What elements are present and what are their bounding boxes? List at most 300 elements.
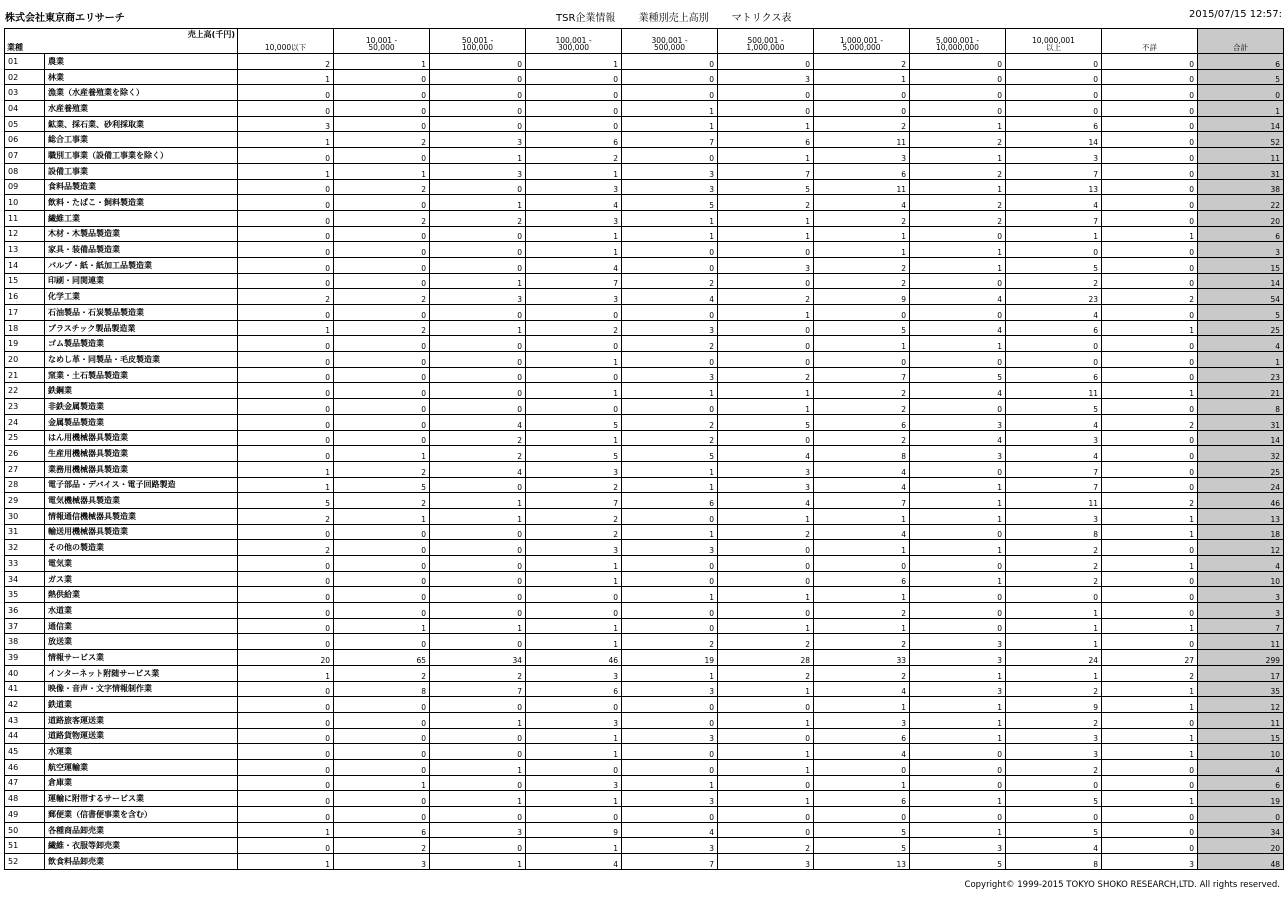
count-cell: 2 bbox=[238, 540, 334, 556]
count-cell: 1 bbox=[334, 446, 430, 462]
count-cell: 0 bbox=[1102, 116, 1198, 132]
industry-name: 熱供給業 bbox=[45, 587, 238, 603]
count-cell: 1 bbox=[238, 854, 334, 870]
count-cell: 2 bbox=[1102, 289, 1198, 305]
count-cell: 0 bbox=[430, 179, 526, 195]
count-cell: 2 bbox=[718, 524, 814, 540]
count-cell: 0 bbox=[430, 524, 526, 540]
count-cell: 0 bbox=[238, 383, 334, 399]
count-cell: 19 bbox=[622, 650, 718, 666]
count-cell: 2 bbox=[622, 634, 718, 650]
table-row bbox=[5, 273, 1284, 289]
count-cell: 0 bbox=[1102, 775, 1198, 791]
count-cell: 0 bbox=[622, 148, 718, 164]
count-cell: 0 bbox=[334, 399, 430, 415]
count-cell: 1 bbox=[910, 179, 1006, 195]
count-cell: 1 bbox=[526, 242, 622, 258]
column-header bbox=[334, 29, 430, 54]
count-cell: 0 bbox=[1102, 352, 1198, 368]
count-cell: 0 bbox=[910, 54, 1006, 70]
count-cell: 4 bbox=[814, 461, 910, 477]
count-cell: 1 bbox=[814, 242, 910, 258]
industry-code: 18 bbox=[5, 320, 45, 336]
count-cell: 0 bbox=[334, 85, 430, 101]
total-cell: 13 bbox=[1198, 508, 1284, 524]
count-cell: 1 bbox=[814, 618, 910, 634]
count-cell: 0 bbox=[430, 383, 526, 399]
industry-code: 50 bbox=[5, 822, 45, 838]
count-cell: 1 bbox=[1102, 508, 1198, 524]
industry-name: 漁業（水産養殖業を除く） bbox=[45, 85, 238, 101]
industry-code: 43 bbox=[5, 712, 45, 728]
count-cell: 0 bbox=[430, 305, 526, 321]
industry-name: 職別工事業（設備工事業を除く） bbox=[45, 148, 238, 164]
count-cell: 2 bbox=[814, 54, 910, 70]
count-cell: 0 bbox=[910, 775, 1006, 791]
total-cell: 3 bbox=[1198, 603, 1284, 619]
count-cell: 1 bbox=[526, 352, 622, 368]
industry-name: 情報サービス業 bbox=[45, 650, 238, 666]
count-cell: 2 bbox=[334, 132, 430, 148]
count-cell: 0 bbox=[430, 697, 526, 713]
total-cell: 19 bbox=[1198, 791, 1284, 807]
count-cell: 4 bbox=[718, 446, 814, 462]
count-cell: 7 bbox=[1006, 163, 1102, 179]
table-row bbox=[5, 759, 1284, 775]
count-cell: 1 bbox=[526, 383, 622, 399]
count-cell: 0 bbox=[910, 101, 1006, 117]
count-cell: 5 bbox=[334, 477, 430, 493]
industry-name: 鉄鋼業 bbox=[45, 383, 238, 399]
column-header bbox=[526, 29, 622, 54]
total-cell: 10 bbox=[1198, 744, 1284, 760]
count-cell: 0 bbox=[622, 744, 718, 760]
count-cell: 4 bbox=[526, 195, 622, 211]
count-cell: 46 bbox=[526, 650, 622, 666]
total-cell: 4 bbox=[1198, 336, 1284, 352]
industry-code: 11 bbox=[5, 210, 45, 226]
count-cell: 4 bbox=[814, 195, 910, 211]
count-cell: 4 bbox=[910, 430, 1006, 446]
count-cell: 6 bbox=[814, 571, 910, 587]
count-cell: 1 bbox=[622, 226, 718, 242]
count-cell: 2 bbox=[718, 195, 814, 211]
count-cell: 0 bbox=[238, 210, 334, 226]
count-cell: 3 bbox=[910, 650, 1006, 666]
count-cell: 6 bbox=[814, 791, 910, 807]
count-cell: 3 bbox=[526, 712, 622, 728]
industry-code: 23 bbox=[5, 399, 45, 415]
count-cell: 1 bbox=[718, 712, 814, 728]
count-cell: 0 bbox=[622, 759, 718, 775]
count-cell: 3 bbox=[622, 367, 718, 383]
count-cell: 0 bbox=[430, 477, 526, 493]
table-row bbox=[5, 697, 1284, 713]
count-cell: 7 bbox=[430, 681, 526, 697]
total-cell: 11 bbox=[1198, 634, 1284, 650]
count-cell: 2 bbox=[526, 524, 622, 540]
count-cell: 1 bbox=[430, 618, 526, 634]
count-cell: 0 bbox=[430, 352, 526, 368]
table-row bbox=[5, 650, 1284, 666]
count-cell: 0 bbox=[238, 775, 334, 791]
count-cell: 1 bbox=[430, 320, 526, 336]
count-cell: 6 bbox=[1006, 320, 1102, 336]
industry-name: 電気業 bbox=[45, 556, 238, 572]
total-cell: 52 bbox=[1198, 132, 1284, 148]
column-header-label: 10,000,001 bbox=[1032, 36, 1075, 45]
count-cell: 0 bbox=[622, 618, 718, 634]
column-header bbox=[814, 29, 910, 54]
count-cell: 1 bbox=[1102, 728, 1198, 744]
column-header bbox=[910, 29, 1006, 54]
count-cell: 3 bbox=[622, 838, 718, 854]
industry-name: 化学工業 bbox=[45, 289, 238, 305]
count-cell: 1 bbox=[814, 226, 910, 242]
count-cell: 5 bbox=[526, 446, 622, 462]
count-cell: 0 bbox=[1102, 210, 1198, 226]
column-header-label: 500,001 - bbox=[747, 36, 784, 45]
column-header-label: 10,000,000 bbox=[936, 43, 979, 52]
count-cell: 2 bbox=[526, 320, 622, 336]
count-cell: 1 bbox=[814, 540, 910, 556]
total-cell: 31 bbox=[1198, 163, 1284, 179]
table-row bbox=[5, 116, 1284, 132]
count-cell: 0 bbox=[238, 712, 334, 728]
count-cell: 1 bbox=[430, 854, 526, 870]
count-cell: 20 bbox=[238, 650, 334, 666]
count-cell: 5 bbox=[910, 854, 1006, 870]
count-cell: 0 bbox=[814, 305, 910, 321]
table-row bbox=[5, 352, 1284, 368]
count-cell: 3 bbox=[814, 712, 910, 728]
count-cell: 0 bbox=[622, 571, 718, 587]
count-cell: 3 bbox=[910, 414, 1006, 430]
count-cell: 24 bbox=[1006, 650, 1102, 666]
count-cell: 3 bbox=[526, 210, 622, 226]
count-cell: 6 bbox=[526, 132, 622, 148]
count-cell: 0 bbox=[1006, 587, 1102, 603]
count-cell: 1 bbox=[910, 822, 1006, 838]
count-cell: 7 bbox=[526, 273, 622, 289]
count-cell: 1 bbox=[718, 759, 814, 775]
count-cell: 1 bbox=[718, 587, 814, 603]
count-cell: 0 bbox=[622, 712, 718, 728]
count-cell: 0 bbox=[1102, 759, 1198, 775]
count-cell: 1 bbox=[430, 148, 526, 164]
count-cell: 0 bbox=[238, 101, 334, 117]
count-cell: 11 bbox=[814, 132, 910, 148]
total-cell: 6 bbox=[1198, 226, 1284, 242]
industry-code: 37 bbox=[5, 618, 45, 634]
total-cell: 31 bbox=[1198, 414, 1284, 430]
industry-code: 28 bbox=[5, 477, 45, 493]
count-cell: 4 bbox=[622, 822, 718, 838]
industry-name: 業務用機械器具製造業 bbox=[45, 461, 238, 477]
count-cell: 1 bbox=[526, 430, 622, 446]
column-header-label: 50,000 bbox=[368, 43, 395, 52]
count-cell: 0 bbox=[334, 148, 430, 164]
industry-name: 鉄道業 bbox=[45, 697, 238, 713]
count-cell: 1 bbox=[718, 116, 814, 132]
count-cell: 0 bbox=[238, 744, 334, 760]
count-cell: 3 bbox=[526, 775, 622, 791]
count-cell: 0 bbox=[1102, 446, 1198, 462]
count-cell: 0 bbox=[1102, 603, 1198, 619]
count-cell: 3 bbox=[430, 132, 526, 148]
industry-name: 農業 bbox=[45, 54, 238, 70]
count-cell: 4 bbox=[814, 744, 910, 760]
total-cell: 46 bbox=[1198, 493, 1284, 509]
table-row bbox=[5, 854, 1284, 870]
table-row bbox=[5, 54, 1284, 70]
count-cell: 1 bbox=[814, 587, 910, 603]
count-cell: 0 bbox=[1102, 163, 1198, 179]
total-cell: 15 bbox=[1198, 728, 1284, 744]
count-cell: 1 bbox=[430, 508, 526, 524]
count-cell: 0 bbox=[718, 822, 814, 838]
total-cell: 18 bbox=[1198, 524, 1284, 540]
count-cell: 2 bbox=[430, 665, 526, 681]
count-cell: 0 bbox=[238, 728, 334, 744]
count-cell: 1 bbox=[910, 116, 1006, 132]
count-cell: 2 bbox=[622, 430, 718, 446]
count-cell: 4 bbox=[718, 493, 814, 509]
count-cell: 0 bbox=[334, 728, 430, 744]
count-cell: 0 bbox=[526, 69, 622, 85]
count-cell: 0 bbox=[238, 524, 334, 540]
table-row bbox=[5, 838, 1284, 854]
count-cell: 0 bbox=[1006, 85, 1102, 101]
count-cell: 0 bbox=[430, 838, 526, 854]
industry-name: ガス業 bbox=[45, 571, 238, 587]
count-cell: 1 bbox=[238, 822, 334, 838]
count-cell: 0 bbox=[334, 273, 430, 289]
table-row bbox=[5, 822, 1284, 838]
count-cell: 0 bbox=[526, 101, 622, 117]
count-cell: 1 bbox=[334, 775, 430, 791]
industry-name: 飲食料品卸売業 bbox=[45, 854, 238, 870]
count-cell: 1 bbox=[526, 571, 622, 587]
count-cell: 0 bbox=[718, 85, 814, 101]
count-cell: 0 bbox=[334, 242, 430, 258]
industry-name: 非鉄金属製造業 bbox=[45, 399, 238, 415]
industry-code: 31 bbox=[5, 524, 45, 540]
industry-name: 石油製品・石炭製品製造業 bbox=[45, 305, 238, 321]
industry-name: 繊維・衣服等卸売業 bbox=[45, 838, 238, 854]
count-cell: 0 bbox=[1102, 132, 1198, 148]
total-cell: 6 bbox=[1198, 54, 1284, 70]
count-cell: 0 bbox=[430, 587, 526, 603]
count-cell: 0 bbox=[526, 305, 622, 321]
count-cell: 1 bbox=[430, 712, 526, 728]
count-cell: 1 bbox=[910, 148, 1006, 164]
count-cell: 3 bbox=[718, 69, 814, 85]
count-cell: 3 bbox=[430, 289, 526, 305]
industry-code: 27 bbox=[5, 461, 45, 477]
count-cell: 5 bbox=[814, 320, 910, 336]
count-cell: 0 bbox=[718, 242, 814, 258]
count-cell: 1 bbox=[526, 556, 622, 572]
table-row bbox=[5, 163, 1284, 179]
count-cell: 0 bbox=[718, 603, 814, 619]
count-cell: 0 bbox=[430, 242, 526, 258]
count-cell: 34 bbox=[430, 650, 526, 666]
count-cell: 0 bbox=[718, 571, 814, 587]
table-row bbox=[5, 524, 1284, 540]
industry-name: 電気機械器具製造業 bbox=[45, 493, 238, 509]
column-header-label: 1,000,000 bbox=[746, 43, 785, 52]
count-cell: 1 bbox=[910, 540, 1006, 556]
count-cell: 3 bbox=[910, 681, 1006, 697]
count-cell: 4 bbox=[1006, 195, 1102, 211]
count-cell: 0 bbox=[1102, 399, 1198, 415]
count-cell: 0 bbox=[1102, 571, 1198, 587]
total-cell: 4 bbox=[1198, 556, 1284, 572]
count-cell: 4 bbox=[1006, 414, 1102, 430]
total-cell: 21 bbox=[1198, 383, 1284, 399]
column-header bbox=[718, 29, 814, 54]
count-cell: 0 bbox=[334, 101, 430, 117]
report-header bbox=[0, 0, 1288, 26]
count-cell: 0 bbox=[1006, 807, 1102, 823]
column-header-label: 500,000 bbox=[653, 43, 685, 52]
industry-name: 倉庫業 bbox=[45, 775, 238, 791]
industry-code: 22 bbox=[5, 383, 45, 399]
count-cell: 0 bbox=[1102, 540, 1198, 556]
count-cell: 0 bbox=[814, 807, 910, 823]
count-cell: 14 bbox=[1006, 132, 1102, 148]
count-cell: 13 bbox=[814, 854, 910, 870]
table-row bbox=[5, 414, 1284, 430]
table-row bbox=[5, 305, 1284, 321]
industry-code: 06 bbox=[5, 132, 45, 148]
report-title-part: 業種別売上高別 bbox=[638, 13, 709, 24]
table-row bbox=[5, 461, 1284, 477]
industry-name: その他の製造業 bbox=[45, 540, 238, 556]
count-cell: 0 bbox=[814, 85, 910, 101]
total-cell: 14 bbox=[1198, 116, 1284, 132]
table-row bbox=[5, 603, 1284, 619]
count-cell: 1 bbox=[1102, 618, 1198, 634]
count-cell: 5 bbox=[718, 179, 814, 195]
count-cell: 0 bbox=[334, 226, 430, 242]
industry-code: 47 bbox=[5, 775, 45, 791]
count-cell: 1 bbox=[622, 587, 718, 603]
count-cell: 0 bbox=[910, 744, 1006, 760]
count-cell: 2 bbox=[1006, 681, 1102, 697]
count-cell: 5 bbox=[1006, 822, 1102, 838]
industry-name: 水運業 bbox=[45, 744, 238, 760]
count-cell: 2 bbox=[334, 838, 430, 854]
count-cell: 0 bbox=[1102, 430, 1198, 446]
count-cell: 1 bbox=[334, 163, 430, 179]
count-cell: 0 bbox=[334, 69, 430, 85]
total-cell: 20 bbox=[1198, 210, 1284, 226]
count-cell: 0 bbox=[238, 618, 334, 634]
count-cell: 0 bbox=[430, 257, 526, 273]
count-cell: 1 bbox=[910, 257, 1006, 273]
count-cell: 0 bbox=[910, 273, 1006, 289]
industry-code: 07 bbox=[5, 148, 45, 164]
count-cell: 2 bbox=[814, 383, 910, 399]
column-header bbox=[622, 29, 718, 54]
count-cell: 0 bbox=[238, 242, 334, 258]
count-cell: 0 bbox=[1102, 822, 1198, 838]
industry-name: 印刷・同関連業 bbox=[45, 273, 238, 289]
count-cell: 1 bbox=[814, 775, 910, 791]
count-cell: 2 bbox=[1006, 540, 1102, 556]
count-cell: 3 bbox=[910, 446, 1006, 462]
industry-code: 45 bbox=[5, 744, 45, 760]
count-cell: 1 bbox=[430, 273, 526, 289]
industry-name: 生産用機械器具製造業 bbox=[45, 446, 238, 462]
count-cell: 3 bbox=[1006, 508, 1102, 524]
count-cell: 5 bbox=[622, 195, 718, 211]
count-cell: 0 bbox=[814, 759, 910, 775]
count-cell: 5 bbox=[910, 367, 1006, 383]
count-cell: 1 bbox=[1102, 697, 1198, 713]
count-cell: 0 bbox=[718, 101, 814, 117]
count-cell: 8 bbox=[1006, 524, 1102, 540]
count-cell: 0 bbox=[238, 446, 334, 462]
total-cell: 1 bbox=[1198, 352, 1284, 368]
total-cell: 8 bbox=[1198, 399, 1284, 415]
count-cell: 0 bbox=[1102, 242, 1198, 258]
count-cell: 7 bbox=[622, 132, 718, 148]
count-cell: 3 bbox=[526, 461, 622, 477]
count-cell: 1 bbox=[718, 210, 814, 226]
total-cell: 54 bbox=[1198, 289, 1284, 305]
count-cell: 0 bbox=[238, 226, 334, 242]
count-cell: 0 bbox=[1102, 634, 1198, 650]
industry-code: 26 bbox=[5, 446, 45, 462]
count-cell: 1 bbox=[526, 728, 622, 744]
industry-name: 鉱業、採石業、砂利採取業 bbox=[45, 116, 238, 132]
count-cell: 0 bbox=[1006, 775, 1102, 791]
count-cell: 1 bbox=[430, 791, 526, 807]
count-cell: 0 bbox=[1102, 179, 1198, 195]
count-cell: 0 bbox=[334, 430, 430, 446]
industry-name: 航空運輸業 bbox=[45, 759, 238, 775]
count-cell: 6 bbox=[526, 681, 622, 697]
count-cell: 1 bbox=[526, 163, 622, 179]
table-row bbox=[5, 85, 1284, 101]
industry-code: 46 bbox=[5, 759, 45, 775]
count-cell: 1 bbox=[718, 399, 814, 415]
count-cell: 4 bbox=[1006, 305, 1102, 321]
count-cell: 0 bbox=[238, 759, 334, 775]
industry-code: 49 bbox=[5, 807, 45, 823]
industry-code: 04 bbox=[5, 101, 45, 117]
count-cell: 0 bbox=[334, 257, 430, 273]
count-cell: 0 bbox=[334, 556, 430, 572]
count-cell: 0 bbox=[526, 85, 622, 101]
count-cell: 3 bbox=[334, 854, 430, 870]
count-cell: 0 bbox=[622, 352, 718, 368]
total-cell: 299 bbox=[1198, 650, 1284, 666]
count-cell: 1 bbox=[1102, 226, 1198, 242]
count-cell: 0 bbox=[334, 587, 430, 603]
count-cell: 0 bbox=[334, 367, 430, 383]
count-cell: 6 bbox=[1006, 367, 1102, 383]
table-row bbox=[5, 508, 1284, 524]
count-cell: 0 bbox=[334, 807, 430, 823]
count-cell: 0 bbox=[1102, 69, 1198, 85]
industry-name: インターネット附随サービス業 bbox=[45, 665, 238, 681]
industry-code: 30 bbox=[5, 508, 45, 524]
count-cell: 0 bbox=[910, 603, 1006, 619]
